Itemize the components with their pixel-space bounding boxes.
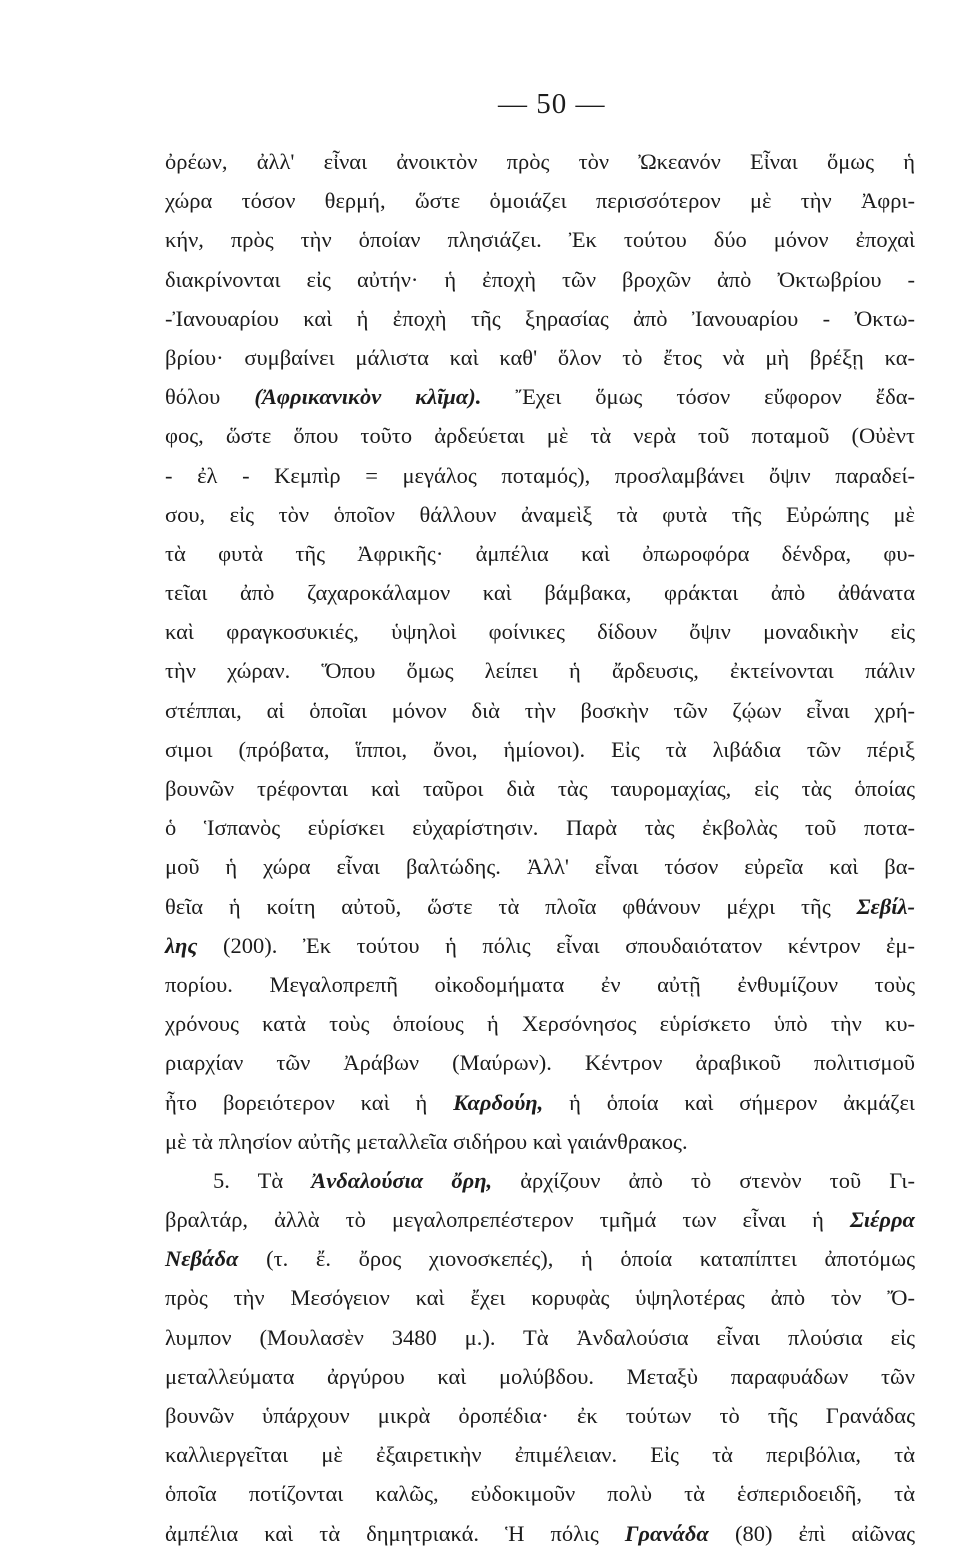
text-line xyxy=(165,1043,915,1082)
text-run: θεῖα ἡ κοίτη αὐτοῦ, ὥστε τὰ πλοῖα φθάνουν μέχρι τῆς xyxy=(165,893,857,919)
text-run: χρόνους κατὰ τοὺς ὁποίους ἡ Χερσόνησος εὑρίσκετο ὑπὸ τὴν κυ- xyxy=(165,1011,915,1037)
text-run: ἀμπέλια καὶ τὰ δημητριακά. Ἡ πόλις xyxy=(165,1520,625,1546)
text-run: στέππαι, αἱ ὁποῖαι μόνον διὰ τὴν βοσκὴν τῶν ζῴων εἶναι χρή- xyxy=(165,697,915,723)
text-run: τὰ φυτὰ τῆς Ἀφρικῆς· ἀμπέλια καὶ ὀπωροφόρα δένδρα, φυ- xyxy=(165,540,915,566)
text-line xyxy=(165,1435,915,1474)
emphasized-term: Γρανάδα xyxy=(624,1520,709,1546)
text-run: ἀρχίζουν ἀπὸ τὸ στενὸν τοῦ Γι- xyxy=(492,1167,915,1193)
text-line xyxy=(165,965,915,1004)
text-run: φος, ὥστε ὅπου τοῦτο ἀρδεύεται μὲ τὰ νερὰ τοῦ ποταμοῦ (Οὐὲντ xyxy=(165,423,915,449)
text-line xyxy=(165,1122,915,1161)
text-line xyxy=(165,456,915,495)
emphasized-term: (Ἀφρικανικὸν κλῖμα). xyxy=(254,384,482,410)
emphasized-term: Νεβάδα xyxy=(165,1246,239,1272)
text-line xyxy=(165,338,915,377)
text-run: μοῦ ἡ χώρα εἶναι βαλτώδης. Ἀλλ' εἶναι τόσον εὐρεῖα καὶ βα- xyxy=(165,854,915,880)
text-run: βραλτάρ, ἀλλὰ τὸ μεγαλοπρεπέστερον τμῆμά των εἶναι ἡ xyxy=(165,1207,850,1233)
text-run: θόλου xyxy=(165,384,255,410)
text-line xyxy=(165,377,915,416)
emphasized-term: λης xyxy=(165,932,198,958)
text-run: ὁ Ἱσπανὸς εὑρίσκει εὐχαρίστησιν. Παρὰ τὰς ἐκβολὰς τοῦ ποτα- xyxy=(165,815,915,841)
text-run: βουνῶν τρέφονται καὶ ταῦροι διὰ τὰς ταυρομαχίας, εἰς τὰς ὁποίας xyxy=(165,776,915,801)
text-run: λυμπον (Μουλασὲν 3480 μ.). Τὰ Ἀνδαλούσια εἶναι πλούσια εἰς xyxy=(165,1324,915,1350)
emphasized-term: Ἀνδαλούσια ὄρη, xyxy=(311,1167,493,1193)
text-run: ἡ ὁποία καὶ σήμερον ἀκμάζει xyxy=(543,1089,915,1115)
body-text xyxy=(165,142,915,1553)
text-line xyxy=(165,1278,915,1317)
text-line xyxy=(165,260,915,299)
text-run: τεῖαι ἀπὸ ζαχαροκάλαμον καὶ βάμβακα, φράκται ἀπὸ ἀθάνατα xyxy=(165,580,915,606)
text-run: χώρα τόσον θερμή, ὥστε ὁμοιάζει περισσότερον μὲ τὴν Ἀφρι- xyxy=(165,188,915,214)
text-line xyxy=(165,769,915,808)
text-run: ἦτο βορειότερον καὶ ἡ xyxy=(165,1089,454,1115)
text-run: σιμοι (πρόβατα, ἵπποι, ὄνοι, ἡμίονοι). Εἰς τὰ λιβάδια τῶν πέριξ xyxy=(165,736,915,762)
text-run: τὴν χώραν. Ὅπου ὅμως λείπει ἡ ἄρδευσις, ἐκτείνονται πάλιν xyxy=(165,658,915,684)
text-run: μὲ τὰ πλησίον αὐτῆς μεταλλεῖα σιδήρου καὶ γαιάνθρακος. xyxy=(165,1128,688,1154)
text-line xyxy=(165,495,915,534)
text-line xyxy=(165,847,915,886)
text-run: -Ἰανουαρίου καὶ ἡ ἐποχὴ τῆς ξηρασίας ἀπὸ Ἰανουαρίου - Ὀκτω- xyxy=(165,305,915,331)
text-run: σου, εἰς τὸν ὁποῖον θάλλουν ἀναμεὶξ τὰ φυτὰ τῆς Εὐρώπης μὲ xyxy=(165,501,915,527)
text-line xyxy=(165,651,915,690)
emphasized-term: Σεβίλ- xyxy=(856,893,915,919)
text-run: βρίου· συμβαίνει μάλιστα καὶ καθ' ὅλον τὸ ἔτος νὰ μὴ βρέξῃ κα- xyxy=(165,344,915,370)
text-run: βουνῶν ὑπάρχουν μικρὰ ὀροπέδια· ἐκ τούτων τὸ τῆς Γρανάδας xyxy=(165,1403,915,1428)
text-line xyxy=(165,573,915,612)
text-line xyxy=(165,1474,915,1513)
text-line xyxy=(165,220,915,259)
text-line xyxy=(165,1083,915,1122)
text-run: πορίου. Μεγαλοπρεπῆ οἰκοδομήματα ἐν αὐτῇ ἐνθυμίζουν τοὺς xyxy=(165,971,915,997)
text-run: κήν, πρὸς τὴν ὁποίαν πλησιάζει. Ἐκ τούτου δύο μόνον ἐποχαὶ xyxy=(165,227,915,253)
text-line xyxy=(165,181,915,220)
text-line xyxy=(165,1514,915,1553)
text-run: πρὸς τὴν Μεσόγειον καὶ ἔχει κορυφὰς ὑψηλοτέρας ἀπὸ τὸν Ὄ- xyxy=(165,1285,915,1311)
text-line xyxy=(165,1357,915,1396)
text-run: ριαρχίαν τῶν Ἀράβων (Μαύρων). Κέντρον ἀραβικοῦ πολιτισμοῦ xyxy=(165,1050,915,1076)
text-line xyxy=(165,926,915,965)
text-run: ὁποῖα ποτίζονται καλῶς, εὐδοκιμοῦν πολὺ τὰ ἑσπεριδοειδῆ, τὰ xyxy=(165,1481,915,1507)
text-line xyxy=(165,730,915,769)
text-run: (80) ἐπὶ αἰῶνας xyxy=(708,1520,916,1546)
text-run: (200). Ἐκ τούτου ἡ πόλις εἶναι σπουδαιότατον κέντρον ἐμ- xyxy=(197,932,915,958)
text-line xyxy=(165,808,915,847)
text-run: διακρίνονται εἰς αὐτήν· ἡ ἐποχὴ τῶν βροχῶν ἀπὸ Ὀκτωβρίου - xyxy=(165,266,915,292)
emphasized-term: Σιέρρα xyxy=(849,1207,915,1233)
text-line xyxy=(165,691,915,730)
text-run: ὀρέων, ἀλλ' εἶναι ἀνοικτὸν πρὸς τὸν Ὠκεανόν Εἶναι ὅμως ἡ xyxy=(165,149,915,174)
text-line xyxy=(165,1318,915,1357)
text-run: - ἐλ - Κεμπὶρ = μεγάλος ποταμός), προσλαμβάνει ὄψιν παραδεί- xyxy=(165,462,915,488)
text-line xyxy=(165,1161,915,1200)
text-run: καὶ φραγκοσυκιές, ὑψηλοὶ φοίνικες δίδουν ὄψιν μοναδικὴν εἰς xyxy=(165,619,915,645)
text-run: καλλιεργεῖται μὲ ἐξαιρετικὴν ἐπιμέλειαν. Εἰς τὰ περιβόλια, τὰ xyxy=(165,1442,915,1468)
text-line xyxy=(165,1200,915,1239)
text-line xyxy=(165,887,915,926)
text-line xyxy=(165,416,915,455)
text-line xyxy=(165,534,915,573)
emphasized-term: Καρδούη, xyxy=(453,1089,544,1115)
text-line xyxy=(165,1396,915,1435)
text-run: (τ. ἔ. ὄρος χιονοσκεπές), ἡ ὁποία καταπίπτει ἀποτόμως xyxy=(238,1246,915,1272)
text-line xyxy=(165,142,915,181)
text-run: Ἔχει ὅμως τόσον εὔφορον ἔδα- xyxy=(481,384,916,410)
text-line xyxy=(165,1004,915,1043)
text-run: μεταλλεύματα ἀργύρου καὶ μολύβδου. Μεταξὺ παραφυάδων τῶν xyxy=(165,1363,915,1389)
text-line xyxy=(165,1239,915,1278)
text-run: 5. Τὰ xyxy=(213,1167,312,1193)
text-line xyxy=(165,612,915,651)
text-line xyxy=(165,299,915,338)
page-number: — 50 — xyxy=(498,88,606,120)
